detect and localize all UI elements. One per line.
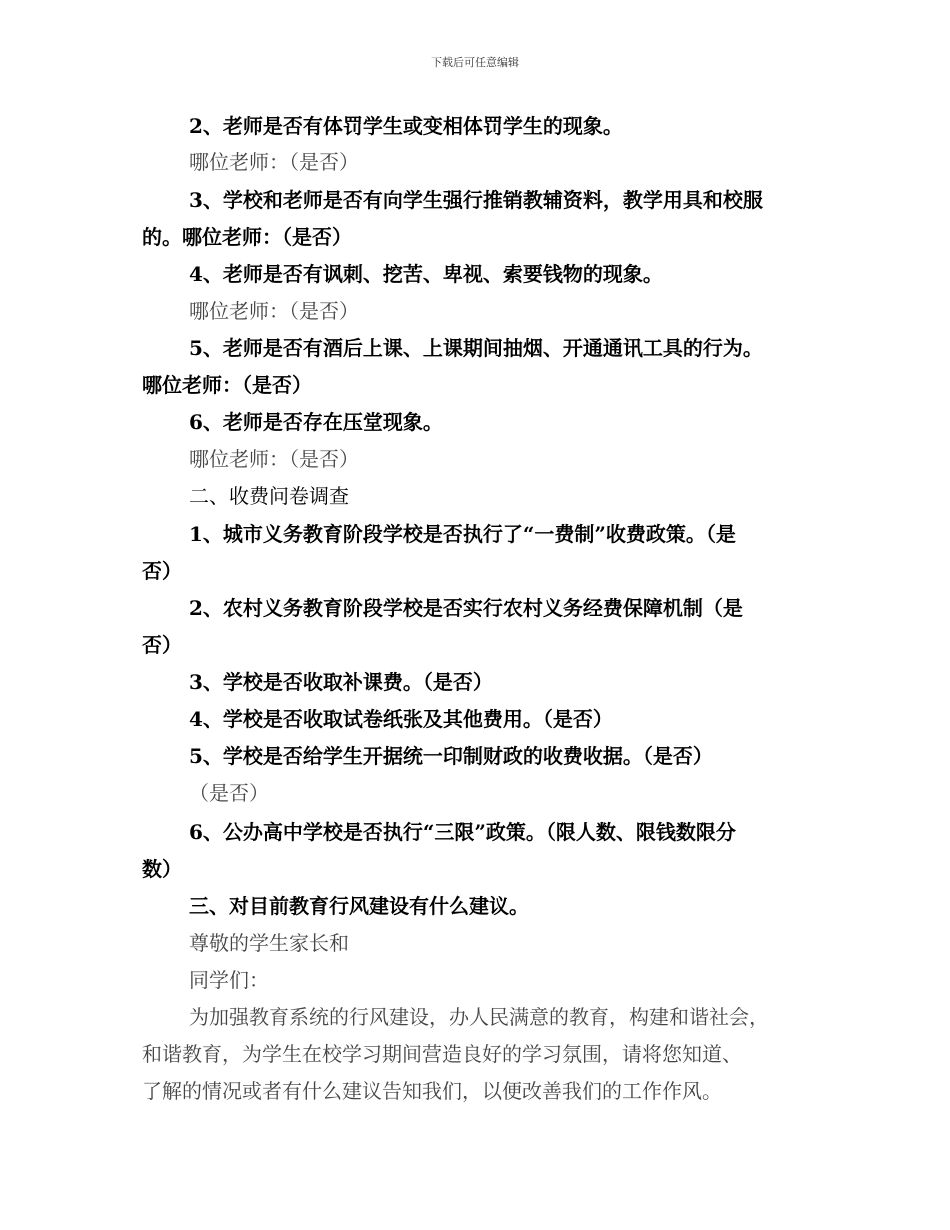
answer-line: 哪位老师：（是否） xyxy=(189,299,359,323)
question-line: 2、农村义务教育阶段学校是否实行农村义务经费保障机制（是 xyxy=(189,596,743,620)
question-line: 1、城市义务教育阶段学校是否执行了“一费制”收费政策。（是 xyxy=(189,522,736,546)
question-line: 3、学校是否收取补课费。（是否） xyxy=(189,670,493,694)
letter-salutation: 同学们： xyxy=(189,968,269,992)
question-line: 2、老师是否有体罚学生或变相体罚学生的现象。 xyxy=(189,114,623,138)
question-line: 6、公办高中学校是否执行“三限”政策。（限人数、限钱数限分 xyxy=(189,820,736,844)
question-line: 4、学校是否收取试卷纸张及其他费用。（是否） xyxy=(189,707,613,731)
question-line: 4、老师是否有讽刺、挖苦、卑视、索要钱物的现象。 xyxy=(189,262,663,286)
question-line: 的。哪位老师：（是否） xyxy=(142,225,352,249)
letter-paragraph: 为加强教育系统的行风建设，办人民满意的教育，构建和谐社会， xyxy=(189,1005,769,1029)
letter-paragraph: 了解的情况或者有什么建议告知我们，以便改善我们的工作作风。 xyxy=(142,1079,722,1103)
question-line: 6、老师是否存在压堂现象。 xyxy=(189,410,443,434)
question-line: 否） xyxy=(142,559,182,583)
question-line: 5、老师是否有酒后上课、上课期间抽烟、开通通讯工具的行为。 xyxy=(189,336,763,360)
answer-line: （是否） xyxy=(189,781,269,805)
answer-line: 哪位老师：（是否） xyxy=(189,150,359,174)
letter-salutation: 尊敬的学生家长和 xyxy=(189,931,349,955)
question-line: 否） xyxy=(142,633,182,657)
question-line: 5、学校是否给学生开据统一印制财政的收费收据。（是否） xyxy=(189,744,713,768)
page-header: 下载后可任意编辑 xyxy=(431,56,519,69)
answer-line: 哪位老师：（是否） xyxy=(189,447,359,471)
question-line: 哪位老师：（是否） xyxy=(142,373,312,397)
question-line: 3、学校和老师是否有向学生强行推销教辅资料，教学用具和校服 xyxy=(189,188,763,212)
section-heading: 二、收费问卷调查 xyxy=(189,484,349,508)
letter-paragraph: 和谐教育，为学生在校学习期间营造良好的学习氛围，请将您知道、 xyxy=(142,1042,742,1066)
section-heading: 三、对目前教育行风建设有什么建议。 xyxy=(189,894,529,918)
question-line: 数） xyxy=(142,857,182,881)
